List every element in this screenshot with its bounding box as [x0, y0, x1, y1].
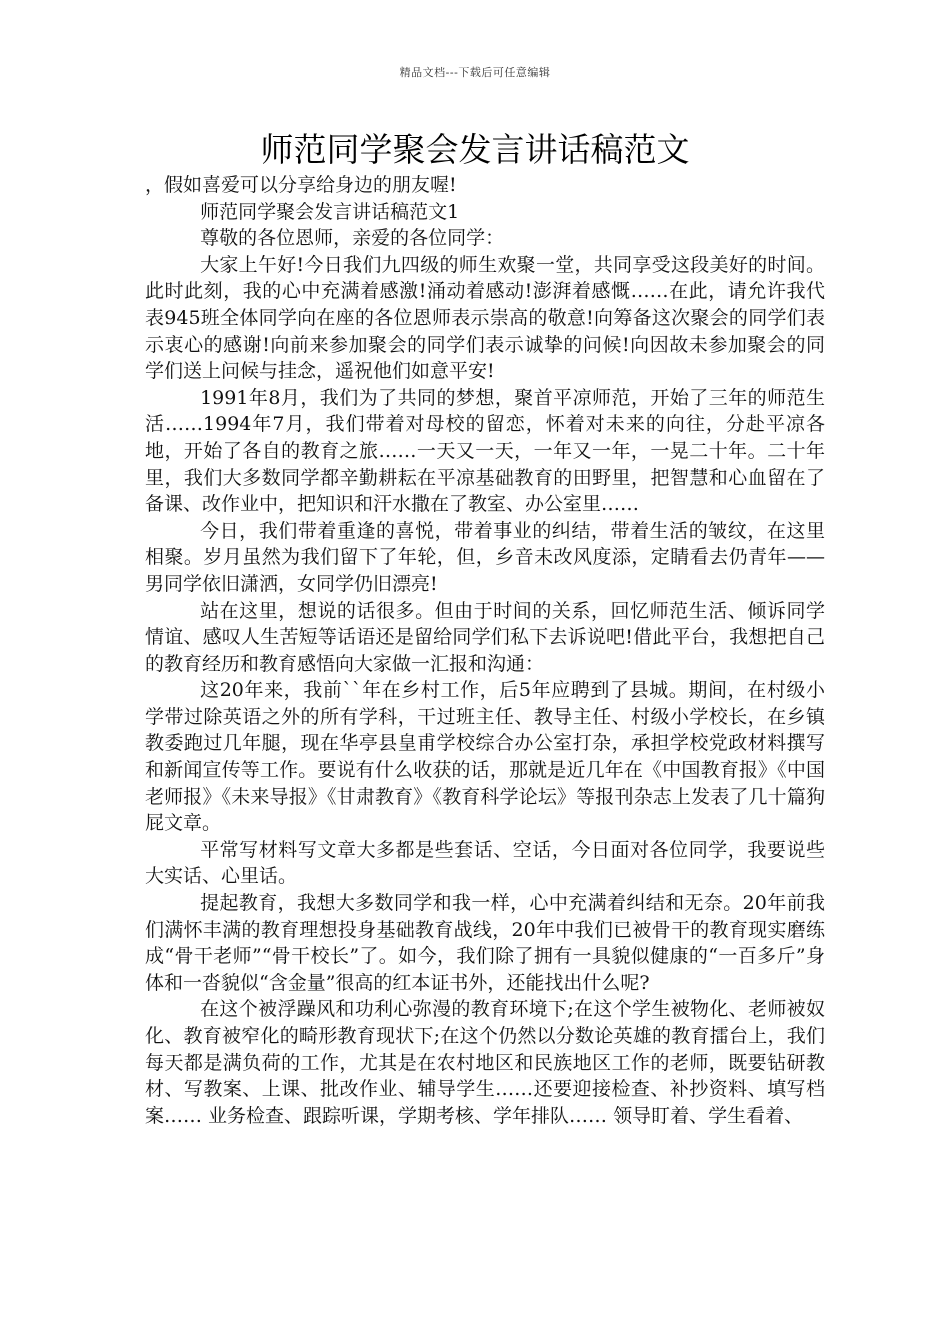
- paragraph: 大家上午好!今日我们九四级的师生欢聚一堂，共同享受这段美好的时间。此时此刻，我的心中充满着感激!涌动着感动!澎湃着感慨……在此，请允许我代表945班全体同学向在座的各位恩师表示崇高的敬意!向筹备这次聚会的同学们表示衷心的感谢!向前来参加聚会的同学们表示诚挚的问候!向因故未参加聚会的同学们送上问候与挂念，遥祝他们如意平安!: [145, 253, 825, 383]
- document-title: 师范同学聚会发言讲话稿范文: [260, 130, 690, 169]
- salutation: 尊敬的各位恩师，亲爱的各位同学：: [200, 227, 505, 250]
- paragraph: 提起教育，我想大多数同学和我一样，心中充满着纠结和无奈。20年前我们满怀丰满的教育理想投身基础教育战线，20年中我们已被骨干的教育现实磨练成“骨干老师”“骨干校长”了。如今，我们除了拥有一具貌似健康的“一百多斤”身体和一沓貌似“含金量”很高的红本证书外，还能找出什么呢?: [145, 892, 825, 994]
- paragraph: 平常写材料写文章大多都是些套话、空话，今日面对各位同学，我要说些大实话、心里话。: [145, 838, 825, 888]
- paragraph: 在这个被浮躁风和功利心弥漫的教育环境下;在这个学生被物化、老师被奴化、教育被窄化的畸形教育现状下;在这个仍然以分数论英雄的教育擂台上，我们每天都是满负荷的工作，尤其是在农村地区和民族地区工作的老师，既要钻研教材、写教案、上课、批改作业、辅导学生……还要迎接检查、补抄资料、填写档案…… 业务检查、跟踪听课，学期考核、学年排队…… 领导盯着、学生看着、: [145, 998, 825, 1127]
- paragraph: 今日，我们带着重逢的喜悦，带着事业的纠结，带着生活的皱纹，在这里相聚。岁月虽然为我们留下了年轮，但，乡音未改风度添，定睛看去仍青年——男同学依旧潇洒，女同学仍旧漂亮!: [145, 519, 825, 595]
- paragraph: 站在这里，想说的话很多。但由于时间的关系，回忆师范生活、倾诉同学情谊、感叹人生苦短等话语还是留给同学们私下去诉说吧!借此平台，我想把自己的教育经历和教育感悟向大家做一汇报和沟通：: [145, 599, 825, 675]
- document-body: [145, 172, 825, 1129]
- intro-line: ，假如喜爱可以分享给身边的朋友喔!: [145, 174, 457, 196]
- paragraph: 这20年来，我前``年在乡村工作，后5年应聘到了县城。期间，在村级小学带过除英语之外的所有学科，干过班主任、教导主任、村级小学校长，在乡镇教委跑过几年腿，现在华亭县皇甫学校综合办公室打杂，承担学校党政材料撰写和新闻宣传等工作。要说有什么收获的话，那就是近几年在《中国教育报》《中国老师报》《未来导报》《甘肃教育》《教育科学论坛》等报刊杂志上发表了几十篇狗屁文章。: [145, 679, 825, 835]
- paragraph: 1991年8月，我们为了共同的梦想，聚首平凉师范，开始了三年的师范生活……1994年7月，我们带着对母校的留恋，怀着对未来的向往，分赴平凉各地，开始了各自的教育之旅……一天又一天，一年又一年，一晃二十年。二十年里，我们大多数同学都辛勤耕耘在平凉基础教育的田野里，把智慧和心血留在了备课、改作业中，把知识和汗水撒在了教室、办公室里……: [145, 386, 825, 516]
- section-heading: 师范同学聚会发言讲话稿范文1: [200, 200, 460, 223]
- page-header: 精品文档---下载后可任意编辑: [399, 66, 551, 79]
